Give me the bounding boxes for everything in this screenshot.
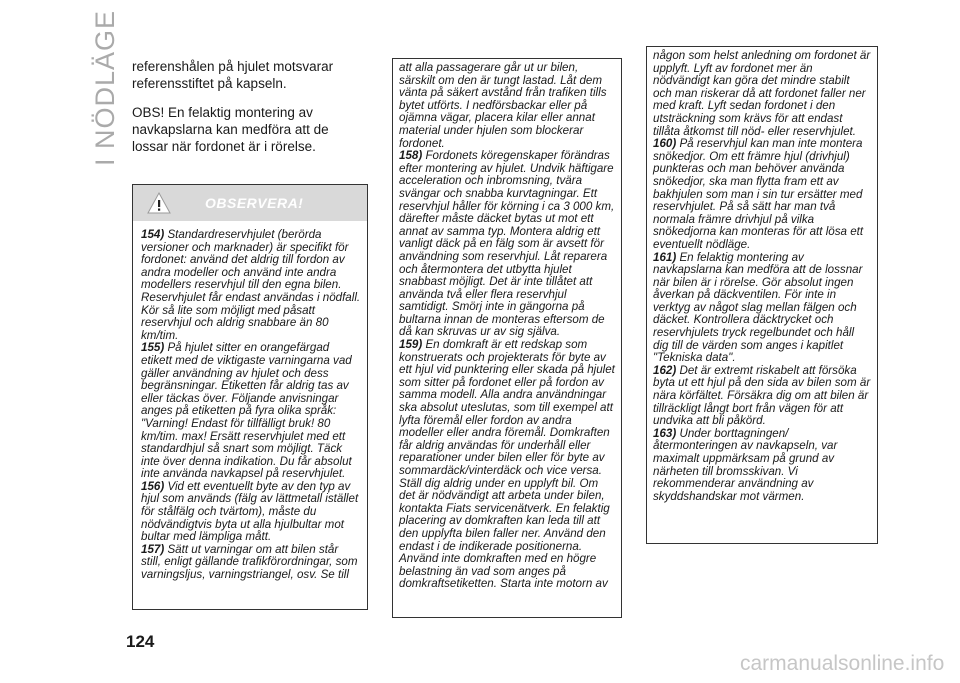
warning-number: 162) — [653, 363, 677, 377]
warning-text: Sätt ut varningar om att bilen står still, enligt gällande trafikförordningar, som varningsljus, varningstriangel, osv. Se till — [141, 542, 358, 582]
warning-item — [653, 252, 871, 365]
warning-column-3 — [646, 46, 878, 544]
warning-text: någon som helst anledning om fordonet är upplyft. Lyft av fordonet mer än nödvändigt kan göra det mindre stabilt och man riskerar då att fordonet faller ner med kraft. Lyft sedan fordonet i den utsträckning som krävs för att endast tillåta åtkomst till nöd- eller reservhjulet. — [653, 49, 871, 138]
warning-number: 161) — [653, 250, 677, 264]
warning-text: Fordonets köregenskaper förändras efter montering av hjulet. Undvik häftigare acceleration och inbromsning, tvära svängar och snabba kurvtagningar. Ett reservhjul håller för körning i ca 3 000 km, därefter måste däcket bytas ut mot ett annat av samma typ. Montera aldrig ett vanligt däck på en fälg som är avsett för användning som reservhjul. Låt reparera och återmontera det utbytta hjulet snabbast möjligt. Det är inte tillåtet att använda två eller flera reservhjul samtidigt. Smörj inte in gängorna på bultarna innan de monteras eftersom de då kan skruvas ur av sig själva. — [399, 149, 615, 339]
warning-item — [653, 428, 871, 504]
warning-column-2 — [392, 58, 622, 618]
intro-paragraph-2: OBS! En felaktig montering av navkapslarna kan medföra att de lossar när fordonet är i rörelse. — [132, 105, 329, 154]
page-number: 124 — [126, 632, 155, 651]
warning-number: 159) — [399, 338, 423, 352]
warning-text: att alla passagerare går ut ur bilen, särskilt om den är tungt lastad. Låt dem vänta på säkert avstånd från trafiken tills bytet utförts. I nedförsbackar eller på ojämna vägar, placera kilar eller annat material under hjulen som blockerar fordonet. — [399, 61, 607, 150]
warning-item — [141, 481, 361, 544]
warning-triangle-icon — [147, 191, 171, 215]
warning-number: 158) — [399, 149, 423, 163]
warning-number: 160) — [653, 137, 677, 151]
warning-item — [399, 339, 615, 591]
warning-item — [653, 138, 871, 251]
warning-number: 156) — [141, 479, 165, 493]
warning-number: 155) — [141, 341, 165, 355]
warning-text: Under borttagningen/återmonteringen av navkapseln, var maximalt uppmärksam på grund av närheten till bromsskivan. Vi rekommenderar användning av skyddshandskar mot värmen. — [653, 426, 838, 503]
warning-item — [141, 342, 361, 481]
warning-text: Standardreservhjulet (berörda versioner och marknader) är specifikt för fordonet: använd det aldrig till fordon av andra modeller och använd inte andra modellers reservhjul till den egna bilen. Reservhjulet får endast användas i nödfall. Kör så lite som möjligt med påsatt reservhjul och aldrig snabbare än 80 km/tim. — [141, 228, 361, 342]
warning-text: Vid ett eventuellt byte av den typ av hjul som används (fälg av lättmetall istället för stålfälg och tvärtom), måste du nödvändigtvis byta ut alla hjulbultar mot bultar med lämpliga mått. — [141, 479, 359, 544]
warning-column-1 — [133, 221, 367, 582]
warning-item — [653, 365, 871, 428]
warning-text: På reservhjul kan man inte montera snökedjor. Om ett främre hjul (drivhjul) punkteras och man behöver använda snökedjor, ska man flytta fram ett av bakhjulen som man i sin tur ersätter med reservhjulet. På så sätt har man två normala främre drivhjul på vilka snökedjorna kan monteras för att lösa ett eventuellt nödläge. — [653, 137, 864, 251]
warning-number: 163) — [653, 426, 677, 440]
warning-number: 157) — [141, 542, 165, 556]
chapter-title: I NÖDLÄGE — [90, 9, 120, 166]
warning-item — [399, 62, 615, 150]
warning-text: På hjulet sitter en orangefärgad etikett med de viktigaste varningarna vad gäller användning av hjulet och dess begränsningar. Etiketten får aldrig tas av eller täckas över. Följande anvisningar anges på etiketten på fyra olika språk: "Varning! Endast för tillfälligt bruk! 80 km/tim. max! Ersätt reservhjulet med ett standardhjul så snart som möjligt. Täck inte över denna indikation. Du får absolut inte använda navkapsel på reservhjulet. — [141, 341, 352, 481]
warning-item — [141, 229, 361, 342]
warning-item — [653, 50, 871, 138]
warning-text: Det är extremt riskabelt att försöka byta ut ett hjul på den sida av bilen som är nära körfältet. Försäkra dig om att bilen är tillräckligt långt bort från vägen för att undvika att bli påkörd. — [653, 363, 871, 428]
warning-item — [141, 544, 361, 582]
warning-number: 154) — [141, 228, 165, 241]
warning-box — [132, 184, 368, 610]
warning-box-title: OBSERVERA! — [205, 195, 304, 211]
warning-text: En felaktig montering av navkapslarna kan medföra att de lossnar när bilen är i rörelse. Gör absolut ingen åverkan på däckventilen. För inte in verktyg av något slag mellan fälgen och däcket. Kontrollera däcktrycket och reservhjulets tryck regelbundet och håll dig till de värden som anges i kapitlet "Tekniska data". — [653, 250, 863, 365]
intro-paragraph-1: referenshålen på hjulet motsvarar referensstiftet på kapseln. — [132, 59, 334, 91]
warning-text: En domkraft är ett redskap som konstruerats och projekterats för byte av ett hjul vid punktering eller skada på hjulet som sitter på fordonet eller på fordon av samma modell. Alla andra användningar ska absolut uteslutas, som till exempel att lyfta föremål eller fordon av andra modeller eller andra föremål. Domkraften får aldrig användas för underhåll eller reparationer under bilen eller för byte av sommardäck/vinterdäck och vice versa. Ställ dig aldrig under en upplyft bil. Om det är nödvändigt att arbeta under bilen, kontakta Fiats servicenätverk. En felaktig placering av domkraften kan leda till att den upplyfta bilen faller ner. Använd den endast i de indikerade positionerna. Använd inte domkraften med en högre belastning än vad som anges på domkraftsetiketten. Starta inte motorn av — [399, 338, 615, 591]
warning-box-header — [133, 185, 367, 221]
intro-text — [132, 58, 368, 167]
watermark: carmanualsonline.info — [740, 652, 945, 675]
warning-item — [399, 150, 615, 339]
chapter-side-tab — [72, 9, 120, 166]
